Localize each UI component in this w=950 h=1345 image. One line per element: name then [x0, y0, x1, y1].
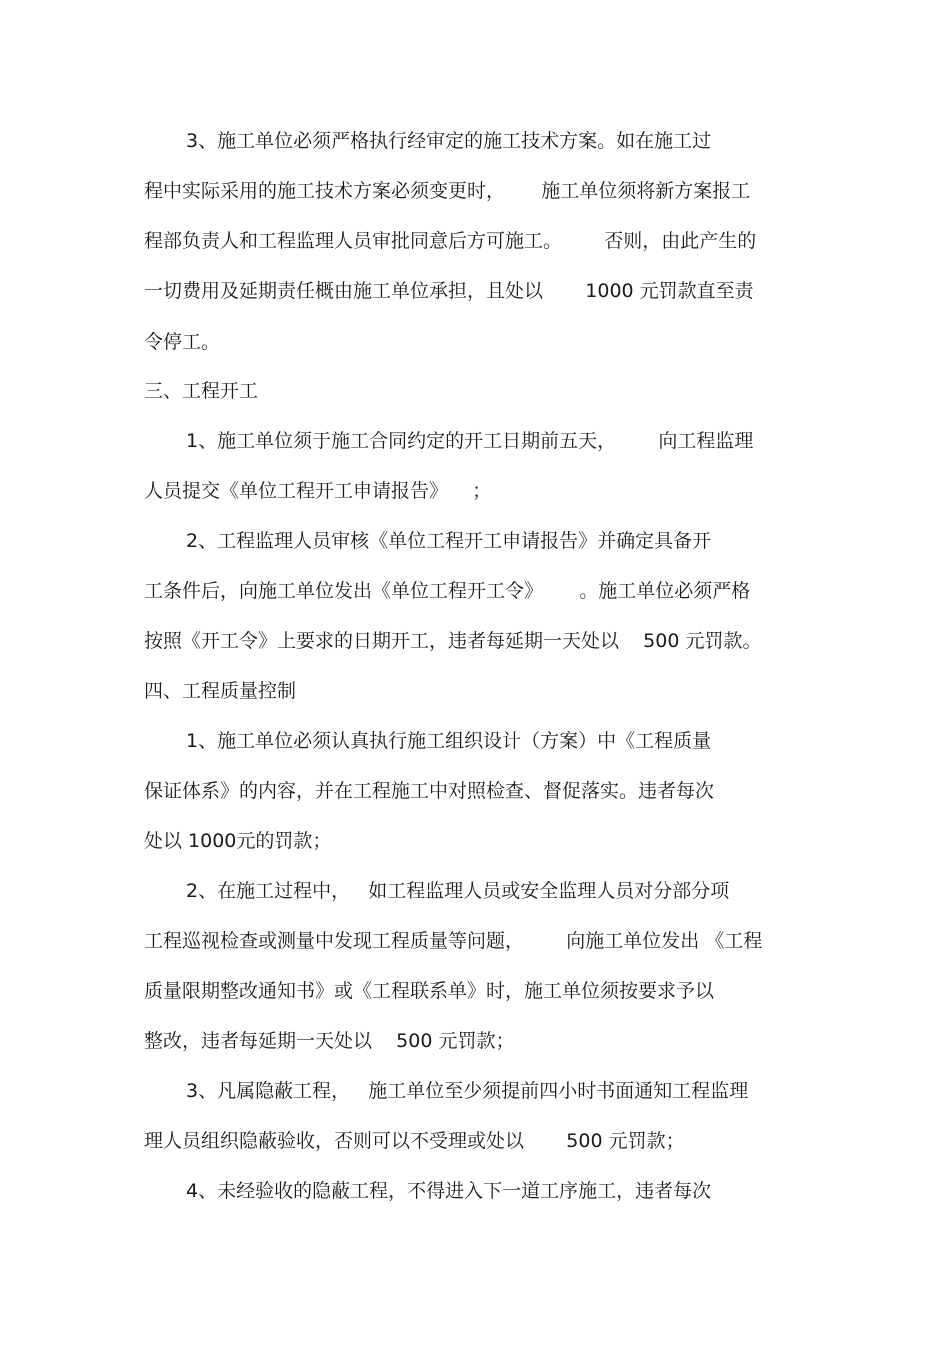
text-line: 理人员组织隐蔽验收，否则可以不受理或处以 500 元罚款； [144, 1130, 685, 1152]
text-line: 1、施工单位必须认真执行施工组织设计（方案）中《工程质量 [186, 730, 712, 752]
text-line: 1、施工单位须于施工合同约定的开工日期前五天， 向工程监理 [186, 430, 754, 452]
text-line: 程中实际采用的施工技术方案必须变更时， 施工单位须将新方案报工 [144, 180, 751, 202]
section-heading: 三、工程开工 [144, 380, 259, 402]
text-line: 3、凡属隐蔽工程， 施工单位至少须提前四小时书面通知工程监理 [186, 1080, 749, 1102]
text-line: 一切费用及延期责任概由施工单位承担，且处以 1000 元罚款直至责 [144, 280, 754, 302]
text-line: 人员提交《单位工程开工申请报告》 ； [144, 480, 492, 502]
text-line: 处以 1000元的罚款； [144, 830, 332, 852]
text-line: 3、施工单位必须严格执行经审定的施工技术方案。如在施工过 [186, 130, 712, 152]
text-line: 保证体系》的内容，并在工程施工中对照检查、督促落实。违者每次 [144, 780, 715, 802]
text-line: 质量限期整改通知书》或《工程联系单》时，施工单位须按要求予以 [144, 980, 715, 1002]
text-line: 程部负责人和工程监理人员审批同意后方可施工。 否则，由此产生的 [144, 230, 757, 252]
text-line: 2、工程监理人员审核《单位工程开工申请报告》并确定具备开 [186, 530, 712, 552]
text-line: 按照《开工令》上要求的日期开工，违者每延期一天处以 500 元罚款。 [144, 630, 762, 652]
text-line: 整改，违者每延期一天处以 500 元罚款； [144, 1030, 515, 1052]
text-line: 令停工。 [144, 331, 221, 353]
section-heading: 四、工程质量控制 [144, 680, 297, 702]
text-line: 工条件后，向施工单位发出《单位工程开工令》 。施工单位必须严格 [144, 580, 751, 602]
text-line: 工程巡视检查或测量中发现工程质量等问题， 向施工单位发出 《工程 [144, 930, 763, 952]
text-line: 4、未经验收的隐蔽工程，不得进入下一道工序施工，违者每次 [186, 1180, 712, 1202]
text-line: 2、在施工过程中， 如工程监理人员或安全监理人员对分部分项 [186, 880, 730, 902]
